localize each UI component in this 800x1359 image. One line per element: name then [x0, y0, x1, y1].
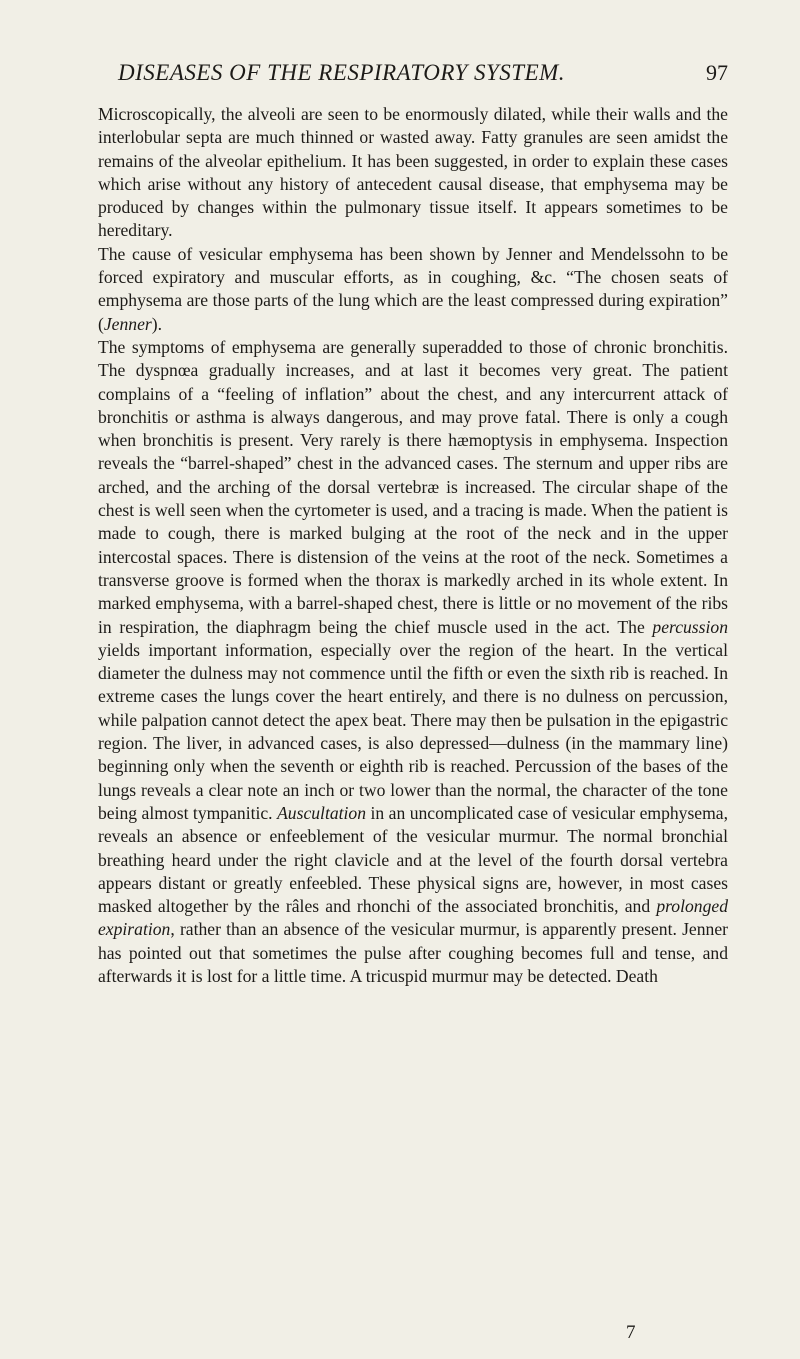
- text-run: The cause of vesicular emphysema has been shown by Jenner and Mendelssohn to be forced expiratory and muscular efforts, as in coughing, &c. “The chosen seats of emphysema are those parts of the lung which are the least compressed during expiration” (: [98, 243, 728, 334]
- text-run: The symptoms of emphysema are generally superadded to those of chronic bronchitis. The dyspnœa gradually increases, and at last it becomes very great. The patient complains of a “feeling of inflation” about the chest, and any intercurrent attack of bronchitis or asthma is always dangerous, and may prove fatal. There is only a cough when bronchitis is present. Very rarely is there hæmoptysis in emphysema. Inspection reveals the “barrel-shaped” chest in the advanced cases. The sternum and upper ribs are arched, and the arching of the dorsal vertebræ is increased. The circular shape of the chest is well seen when the cyrtometer is used, and a tracing is made. When the patient is made to cough, there is marked bulging at the root of the neck and in the upper intercostal spaces. There is distension of the veins at the root of the neck. Sometimes a transverse groove is formed when the thorax is markedly arched in its whole extent. In marked emphysema, with a barrel-shaped chest, there is little or no movement of the ribs in respiration, the diaphragm being the chief muscle used in the act. The: [98, 336, 728, 637]
- text-run: in an uncomplicated case of vesicular emphysema, reveals an absence or enfeeblement of the vesicular murmur. The normal bronchial breathing heard under the right clavicle and at the level of the fourth dorsal vertebra appears distant or greatly enfeebled. These physical signs are, however, in most cases masked altogether by the râles and rhonchi of the associated bronchitis, and: [98, 802, 729, 917]
- signature-mark: 7: [626, 1322, 636, 1343]
- italic-text: prolonged expiration: [98, 896, 728, 940]
- body-text: [98, 103, 728, 988]
- running-title: DISEASES OF THE RESPIRATORY SYSTEM.: [118, 60, 566, 85]
- italic-text: Jenner: [103, 313, 152, 334]
- text-run: yields important information, especially over the region of the heart. In the vertical diameter the dulness may not commence until the fifth or even the sixth rib is reached. In extreme cases the lungs cover the heart entirely, and there is no dulness on percussion, while palpation cannot detect the apex beat. There may then be pulsation in the epigastric region. The liver, in advanced cases, is also depressed—dulness (in the mammary line) beginning only when the seventh or eighth rib is reached. Percussion of the bases of the lungs reveals a clear note an inch or two lower than the normal, the character of the tone being almost tympanitic.: [98, 639, 728, 823]
- text-run: , rather than an absence of the vesicular murmur, is apparently present. Jenner has pointed out that sometimes the pulse after coughing becomes full and tense, and afterwards it is lost for a little time. A tricuspid murmur may be detected. Death: [98, 919, 728, 986]
- paragraph: [98, 103, 728, 243]
- page-header: [118, 60, 728, 90]
- italic-text: percussion: [652, 616, 728, 637]
- text-run: Microscopically, the alveoli are seen to be enormously dilated, while their walls and the interlobular septa are much thinned or wasted away. Fatty granules are seen amidst the remains of the alveolar epithelium. It has been suggested, in order to explain these cases which arise without any history of antecedent causal disease, that emphysema may be produced by changes within the pulmonary tissue itself. It appears sometimes to be hereditary.: [98, 104, 728, 241]
- paragraph: [98, 243, 728, 336]
- page-number: 97: [706, 60, 728, 85]
- italic-text: Auscultation: [277, 802, 367, 823]
- paragraph: [98, 336, 728, 988]
- text-run: ).: [151, 313, 162, 334]
